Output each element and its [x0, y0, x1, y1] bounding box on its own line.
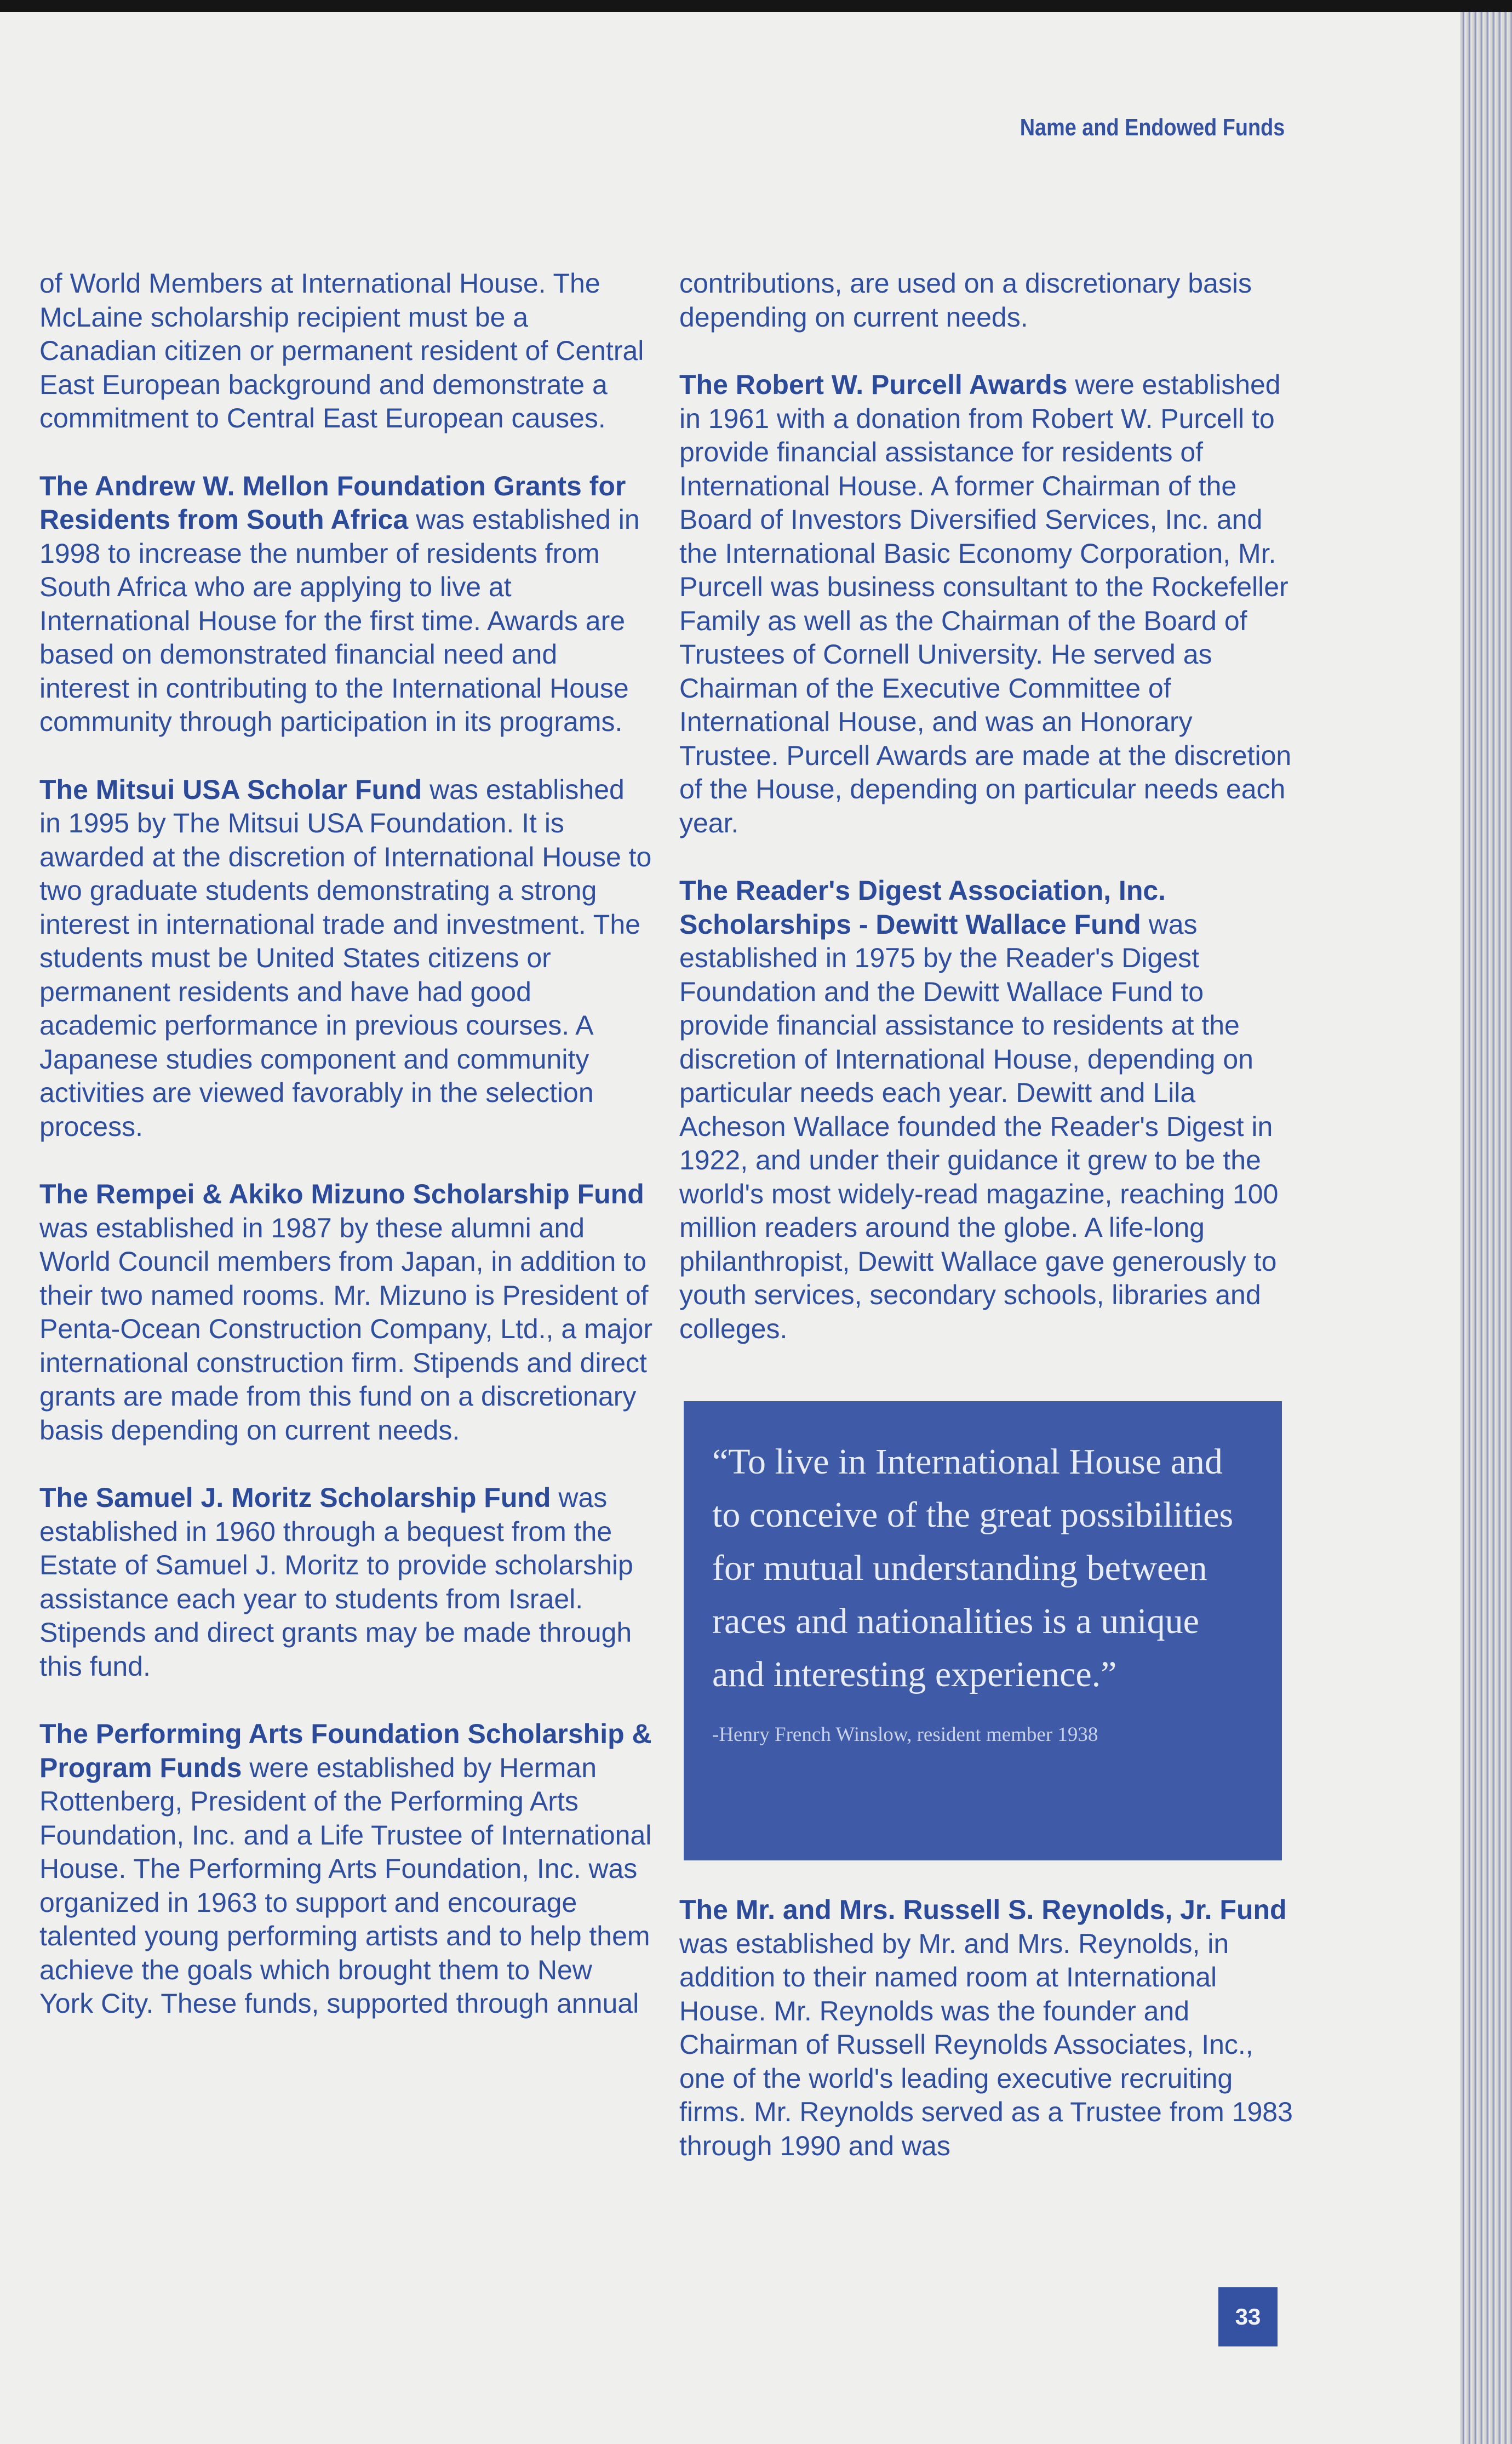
- paragraph-text: was established by Mr. and Mrs. Reynolds, in addition to their named room at International House. Mr. Reynolds was the founder and Chairman of Russell Reynolds Associates, Inc., one of the world's leading executive recruiting firms. Mr. Reynolds served as a Trustee from 1983 through 1990 and was: [679, 1928, 1293, 2161]
- paragraph-lead: The Mitsui USA Scholar Fund: [39, 774, 422, 805]
- pull-quote: [684, 1401, 1282, 1860]
- paragraph: [39, 1178, 653, 1447]
- paragraph-text: was established in 1987 by these alumni and World Council members from Japan, in addition to their two named rooms. Mr. Mizuno is President of Penta-Ocean Construction Company, Ltd., a major international construction firm. Stipends and direct grants are made from this fund on a discretionary basis depending on current needs.: [39, 1212, 653, 1446]
- paragraph-text: of World Members at International House. The McLaine scholarship recipient must be a Canadian citizen or permanent resident of Central East European background and demonstrate a commitment to Central East European causes.: [39, 268, 644, 433]
- right-column-bottom: [679, 1893, 1293, 2197]
- paragraph: [679, 368, 1293, 840]
- paragraph-text: were established by Herman Rottenberg, President of the Performing Arts Foundation, Inc. and a Life Trustee of International House. The Performing Arts Foundation, Inc. was organized in 1963 to support and encourage talented young performing artists and to help them achieve the goals which brought them to New York City. These funds, supported through annual: [39, 1752, 652, 2019]
- paragraph-text: were established in 1961 with a donation from Robert W. Purcell to provide financial assistance for residents of International House. A former Chairman of the Board of Investors Diversified Services, Inc. and the International Basic Economy Corporation, Mr. Purcell was business consultant to the Rockefeller Family as well as the Chairman of the Board of Trustees of Cornell University. He served as Chairman of the Executive Committee of International House, and was an Honorary Trustee. Purcell Awards are made at the discretion of the House, depending on particular needs each year.: [679, 369, 1292, 838]
- quote-text: “To live in International House and to conceive of the great possibilities for mutual understanding between races and nationalities is a unique and interesting experience.”: [712, 1442, 1234, 1694]
- page-number: 33: [1218, 2287, 1278, 2346]
- paragraph: [679, 874, 1293, 1346]
- paragraph: [39, 1481, 653, 1683]
- paragraph: [39, 1717, 653, 2021]
- paragraph: [39, 470, 653, 739]
- page-edge: [1460, 12, 1512, 2444]
- section-title: Name and Endowed Funds: [1020, 114, 1285, 141]
- paragraph: [39, 267, 653, 436]
- paragraph-text: was established in 1975 by the Reader's Digest Foundation and the Dewitt Wallace Fund to provide financial assistance to residents at the discretion of International House, depending on particular needs each year. Dewitt and Lila Acheson Wallace founded the Reader's Digest in 1922, and under their guidance it grew to be the world's most widely-read magazine, reaching 100 million readers around the globe. A life-long philanthropist, Dewitt Wallace gave generously to youth services, secondary schools, libraries and colleges.: [679, 909, 1279, 1344]
- paragraph-lead: The Robert W. Purcell Awards: [679, 369, 1068, 400]
- paragraph: [679, 1893, 1293, 2163]
- paragraph-text: was established in 1960 through a bequest from the Estate of Samuel J. Moritz to provide scholarship assistance each year to students from Israel. Stipends and direct grants may be made through this fund.: [39, 1482, 633, 1682]
- paragraph-text: was established in 1998 to increase the number of residents from South Africa who are applying to live at International House for the first time. Awards are based on demonstrated financial need and interest in contributing to the International House community through participation in its programs.: [39, 504, 640, 737]
- left-column: [39, 267, 653, 2055]
- paragraph-lead: The Andrew W. Mellon Foundation Grants for Residents from South Africa: [39, 470, 626, 535]
- quote-attribution: -Henry French Winslow, resident member 1938: [712, 1723, 1098, 1746]
- paragraph-lead: The Mr. and Mrs. Russell S. Reynolds, Jr. Fund: [679, 1894, 1287, 1925]
- paragraph: [39, 773, 653, 1144]
- paragraph-text: contributions, are used on a discretionary basis depending on current needs.: [679, 268, 1252, 333]
- paragraph-lead: The Rempei & Akiko Mizuno Scholarship Fund: [39, 1179, 644, 1209]
- paragraph-lead: The Performing Arts Foundation Scholarship & Program Funds: [39, 1718, 652, 1783]
- right-column: [679, 267, 1293, 1380]
- paragraph-text: was established in 1995 by The Mitsui USA Foundation. It is awarded at the discretion of International House to two graduate students demonstrating a strong interest in international trade and investment. The students must be United States citizens or permanent residents and have had good academic performance in previous courses. A Japanese studies component and community activities are viewed favorably in the selection process.: [39, 774, 652, 1142]
- paragraph-lead: The Reader's Digest Association, Inc. Scholarships - Dewitt Wallace Fund: [679, 875, 1166, 940]
- paragraph: [679, 267, 1293, 334]
- paragraph-lead: The Samuel J. Moritz Scholarship Fund: [39, 1482, 551, 1513]
